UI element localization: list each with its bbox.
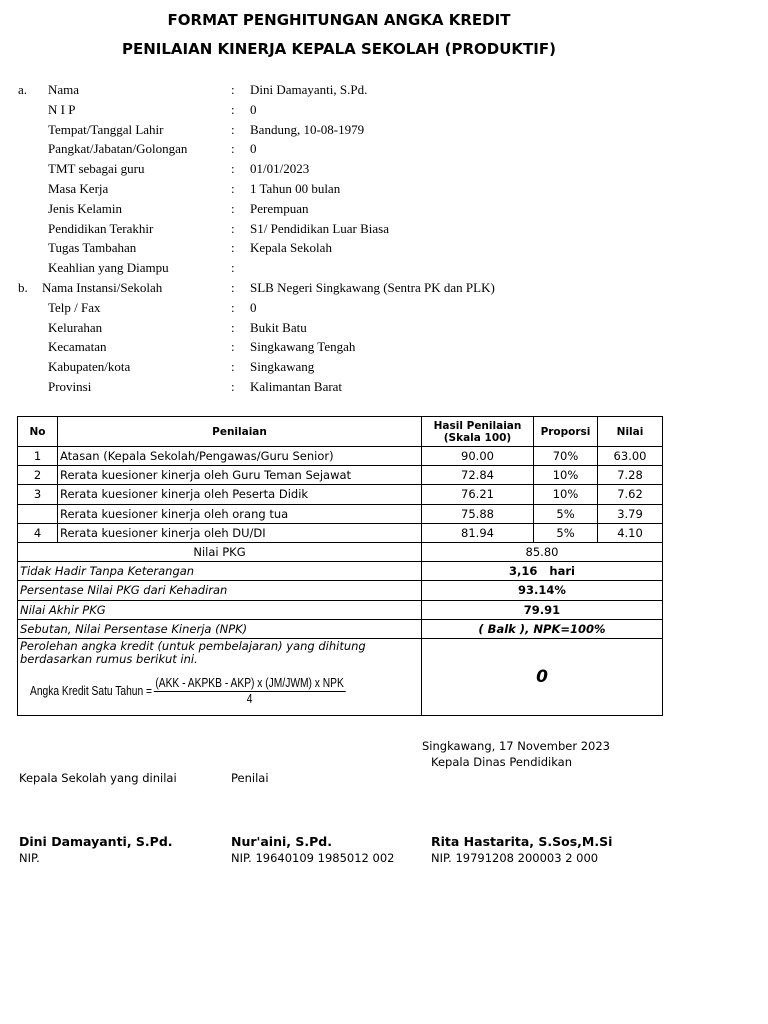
signer-name-1: Dini Damayanti, S.Pd.	[19, 834, 173, 849]
info-row-nip	[18, 100, 658, 120]
info-label: Kabupaten/kota	[48, 359, 131, 375]
info-row-telp	[18, 298, 658, 318]
cell-penilaian: Rerata kuesioner kinerja oleh Guru Teman Sejawat	[58, 466, 422, 485]
info-value: 0	[250, 101, 257, 117]
table-row	[18, 485, 663, 504]
cell-no: 4	[18, 523, 58, 542]
info-value: Kalimantan Barat	[250, 378, 343, 394]
info-value: 0	[250, 141, 257, 157]
nilai-pkg-label: Nilai PKG	[18, 542, 422, 561]
persentase-row	[18, 581, 663, 600]
kepala-dinas-label: Kepala Dinas Pendidikan	[431, 755, 572, 769]
info-colon: :	[231, 260, 235, 276]
info-row-masa-kerja	[18, 179, 658, 199]
info-label: N I P	[48, 101, 76, 117]
info-label: Pendidikan Terakhir	[48, 220, 154, 236]
cell-no: 1	[18, 447, 58, 466]
info-colon: :	[231, 359, 235, 375]
info-value: S1/ Pendidikan Luar Biasa	[250, 220, 390, 236]
document-title-line1: FORMAT PENGHITUNGAN ANGKA KREDIT	[167, 11, 511, 29]
formula-denominator: 4	[246, 691, 253, 706]
info-label: Keahlian yang Diampu	[48, 260, 169, 276]
cell-hasil: 72.84	[422, 466, 534, 485]
info-label: Nama	[48, 82, 80, 97]
info-value: Bukit Batu	[250, 319, 307, 335]
header-hasil: Hasil Penilaian (Skala 100)	[422, 417, 534, 447]
info-colon: :	[231, 378, 235, 394]
info-label: Tempat/Tanggal Lahir	[48, 121, 164, 137]
cell-proporsi: 70%	[534, 447, 598, 466]
info-colon: :	[231, 101, 235, 117]
credit-result: 0	[422, 638, 663, 715]
info-row-instansi	[18, 278, 658, 298]
info-label: Tugas Tambahan	[48, 240, 137, 256]
header-no: No	[18, 417, 58, 447]
cell-penilaian: Atasan (Kepala Sekolah/Pengawas/Guru Senior)	[58, 447, 422, 466]
tidak-hadir-value: 3,16 hari	[422, 562, 663, 581]
cell-proporsi: 5%	[534, 504, 598, 523]
cell-proporsi: 10%	[534, 485, 598, 504]
info-colon: :	[231, 339, 235, 355]
table-header-row	[18, 417, 663, 447]
header-nilai: Nilai	[598, 417, 663, 447]
info-colon: :	[231, 240, 235, 256]
info-row-kecamatan	[18, 337, 658, 357]
info-value: Bandung, 10-08-1979	[250, 121, 365, 137]
info-colon: :	[231, 121, 235, 137]
cell-penilaian: Rerata kuesioner kinerja oleh orang tua	[58, 504, 422, 523]
document-title-line2: PENILAIAN KINERJA KEPALA SEKOLAH (PRODUKTIF)	[122, 40, 556, 58]
signer-nip-2: NIP. 19640109 1985012 002	[231, 851, 395, 865]
cell-penilaian: Rerata kuesioner kinerja oleh DU/DI	[58, 523, 422, 542]
signer-name-3: Rita Hastarita, S.Sos,M.Si	[431, 834, 613, 849]
nilai-pkg-row	[18, 542, 663, 561]
cell-no: 2	[18, 466, 58, 485]
info-row-nama	[18, 80, 658, 100]
info-colon: :	[231, 220, 235, 236]
tidak-hadir-row	[18, 562, 663, 581]
info-row-ttl	[18, 120, 658, 140]
assessment-table	[17, 416, 663, 716]
kepala-sekolah-label: Kepala Sekolah yang dinilai	[19, 771, 177, 785]
formula-lhs: Angka Kredit Satu Tahun =	[30, 683, 153, 698]
nilai-akhir-value: 79.91	[422, 600, 663, 619]
info-label: Pangkat/Jabatan/Golongan	[48, 141, 188, 157]
info-label: Telp / Fax	[48, 299, 101, 315]
info-colon: :	[231, 279, 235, 295]
info-colon: :	[231, 82, 235, 97]
table-row	[18, 466, 663, 485]
formula-numerator: (AKK - AKPKB - AKP) x (JM/JWM) x NPK	[155, 675, 344, 690]
cell-hasil: 76.21	[422, 485, 534, 504]
signer-nip-1: NIP.	[19, 851, 40, 865]
info-value: Dini Damayanti, S.Pd.	[250, 82, 368, 97]
cell-nilai: 3.79	[598, 504, 663, 523]
info-row-tmt	[18, 159, 658, 179]
place-date: Singkawang, 17 November 2023	[422, 739, 610, 753]
table-row	[18, 447, 663, 466]
info-colon: :	[231, 319, 235, 335]
info-label: Nama Instansi/Sekolah	[42, 279, 163, 295]
cell-nilai: 7.28	[598, 466, 663, 485]
cell-nilai: 4.10	[598, 523, 663, 542]
nilai-akhir-row	[18, 600, 663, 619]
info-value: Singkawang Tengah	[250, 339, 356, 355]
info-row-keahlian	[18, 258, 658, 278]
info-value: SLB Negeri Singkawang (Sentra PK dan PLK)	[250, 279, 495, 295]
cell-penilaian: Rerata kuesioner kinerja oleh Peserta Didik	[58, 485, 422, 504]
cell-nilai: 63.00	[598, 447, 663, 466]
info-value: Perempuan	[250, 200, 309, 216]
info-row-pangkat	[18, 139, 658, 159]
section-letter-a: a.	[18, 82, 28, 97]
info-label: Masa Kerja	[48, 180, 109, 196]
info-row-kelurahan	[18, 318, 658, 338]
persentase-value: 93.14%	[422, 581, 663, 600]
cell-proporsi: 5%	[534, 523, 598, 542]
cell-no	[18, 504, 58, 523]
penilai-label: Penilai	[231, 771, 269, 785]
info-colon: :	[231, 180, 235, 196]
info-value: 01/01/2023	[250, 161, 310, 177]
info-label: Jenis Kelamin	[48, 200, 123, 216]
sebutan-label: Sebutan, Nilai Persentase Kinerja (NPK)	[18, 619, 422, 638]
info-label: Kelurahan	[48, 319, 103, 335]
formula-cell	[18, 638, 422, 715]
info-colon: :	[231, 299, 235, 315]
sebutan-row	[18, 619, 663, 638]
info-colon: :	[231, 141, 235, 157]
info-label: Provinsi	[48, 378, 92, 394]
table-row	[18, 504, 663, 523]
info-value: 1 Tahun 00 bulan	[250, 180, 341, 196]
formula-fraction	[154, 677, 346, 706]
signer-name-2: Nur'aini, S.Pd.	[231, 834, 332, 849]
tidak-hadir-label: Tidak Hadir Tanpa Keterangan	[18, 562, 422, 581]
info-row-pendidikan	[18, 219, 658, 239]
cell-hasil: 90.00	[422, 447, 534, 466]
cell-hasil: 81.94	[422, 523, 534, 542]
table-row	[18, 523, 663, 542]
cell-hasil: 75.88	[422, 504, 534, 523]
perolehan-text: Perolehan angka kredit (untuk pembelajaran) yang dihitung berdasarkan rumus berikut ini.	[20, 638, 366, 666]
info-row-jenis-kelamin	[18, 199, 658, 219]
info-colon: :	[231, 200, 235, 216]
cell-no: 3	[18, 485, 58, 504]
persentase-label: Persentase Nilai PKG dari Kehadiran	[18, 581, 422, 600]
info-row-provinsi	[18, 377, 658, 397]
info-colon: :	[231, 161, 235, 177]
nilai-akhir-label: Nilai Akhir PKG	[18, 600, 422, 619]
info-value: Kepala Sekolah	[250, 240, 332, 256]
nilai-pkg-value: 85.80	[422, 542, 663, 561]
header-penilaian: Penilaian	[58, 417, 422, 447]
info-row-tugas-tambahan	[18, 238, 658, 258]
info-value: 0	[250, 299, 257, 315]
formula-row	[18, 638, 663, 715]
cell-nilai: 7.62	[598, 485, 663, 504]
identity-section	[18, 80, 658, 397]
info-row-kabupaten	[18, 357, 658, 377]
sebutan-value: ( Balk ), NPK=100%	[422, 619, 663, 638]
signer-nip-3: NIP. 19791208 200003 2 000	[431, 851, 599, 865]
cell-proporsi: 10%	[534, 466, 598, 485]
section-letter-b: b.	[18, 279, 28, 295]
header-proporsi: Proporsi	[534, 417, 598, 447]
info-value: Singkawang	[250, 359, 315, 375]
credit-formula	[30, 677, 345, 706]
info-label: Kecamatan	[48, 339, 107, 355]
info-label: TMT sebagai guru	[48, 161, 145, 177]
